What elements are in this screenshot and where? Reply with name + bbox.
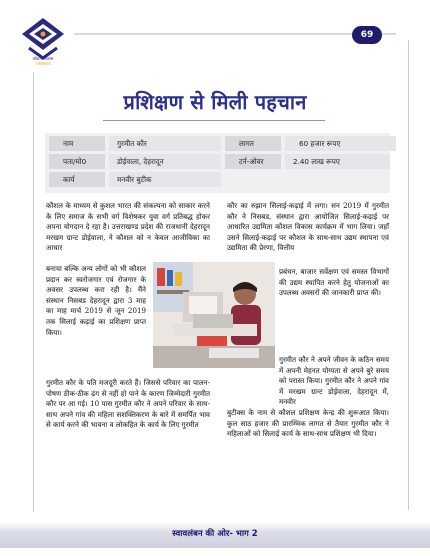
address-value: डोईवाला, देहरादून [109,154,221,169]
cost-value: 60 हजार रूपए [285,136,396,151]
footer-text: स्वावलंबन की ओर- भाग 2 [172,529,258,539]
name-label: नाम [49,136,105,151]
article-paragraph-1: कौशल के माध्यम से कुशल भारत की संकल्पना को साकार करने के लिए समाज के सभी वर्ग विशेषकर युवा वर्ग प्रतिबद्ध होकर अपना योगदान दे रहा है। उत्तराखण्ड प्रदेश की राजधानी देहरादून मरखम ग्रान्ट डोईवाला, ने कौशल को न केवल आजीविका का आधार [46,201,210,253]
address-label: पता/मो0 [49,154,105,169]
article-paragraph-7: बुटीक्स के नाम से कौशल प्रशिक्षण केन्द्र की शुरूआत किया। कुल साठ हजार की प्रारम्भिक लागत से तैयार गुरमीत कौर ने महिलाओं को सिलाई कार्य के साथ-साथ प्रशिक्षण भी दिया। [227,408,389,439]
right-margin-rule [408,40,409,510]
tailoring-photo [153,262,275,368]
page-title: प्रशिक्षण से मिली पहचान [123,90,307,114]
profile-info-table [45,133,390,193]
logo-caption: कौशल विकास उत्तराखण्ड [32,56,54,66]
turnover-value: 2.40 लाख रूपए [285,154,390,169]
page-number-badge: 69 [352,26,382,44]
title-underline [103,120,325,121]
turnover-label: टर्न-ओवर [225,154,281,169]
article-paragraph-2: बनाया बल्कि अन्य लोगों को भी कौशल प्रदान कर स्वरोजगार एवं रोजगार के अवसर उपलब्ध करा रही है। मैंने संस्थान निसबड देहरादून द्वारा 3 माह का माह मार्च 2019 से जून 2019 तक सिलाई कढ़ाई का प्रशिक्षण प्राप्त किया। [46,264,146,337]
left-margin-rule [33,72,34,512]
article-paragraph-5: प्रबंधन, बाजार सर्वेक्षण एवं समस्त विभागों की उद्यम स्थापित करने हेतु योजनाओं का उपलब्ध अवसरों की जानकारी प्राप्त की। [279,267,389,298]
header-rule [74,33,396,35]
article-paragraph-4: कौर का रुझान सिलाई-कढ़ाई में लगा। सन 2019 में गुरमीत कौर ने निसबड, संस्थान द्वारा आयोजित सिलाई-कढ़ाई पर आधारित उद्यमिता कौशल विकास कार्यक्रम में भाग लिया। जहाँ उसने सिलाई-कढ़ाई पर कौशल के साथ-साथ उद्यम स्थापना एवं उद्यमिता की प्रेरणा, वित्तीय [227,201,389,253]
name-value: गुरमीत कौर [109,136,221,151]
article-paragraph-6: गुरमीत कौर ने अपने जीवन के कठिन समय में अपनी मेहनत योग्यता से अपने बुरे समय को परास्त किया। गुरमीत कौर ने अपने गांव में मरखम ग्रान्ट डोईवाला, देहरादून में, मनवीर [279,355,389,407]
work-label: कार्य [49,172,105,187]
work-value: मनवीर बुटीक [109,172,221,187]
cost-label: लागत [225,136,281,151]
article-paragraph-3: गुरमीत कौर के पति मजदूरी करते हैं। जिससे परिवार का पालन-पोषण ठीक-ठीक ढंग से नहीं हो पाने के कारण जिम्मेदारी गुरमीत कौर पर आ गई। 10 पास गुरमीत कौर ने अपने परिवार के साथ-साथ अपने गांव की महिला सशक्तिकरण के बारे में समर्पित भाव से कार्य करने की भावना व लोकहित के कार्य के लिए गुरमीत [46,378,210,430]
